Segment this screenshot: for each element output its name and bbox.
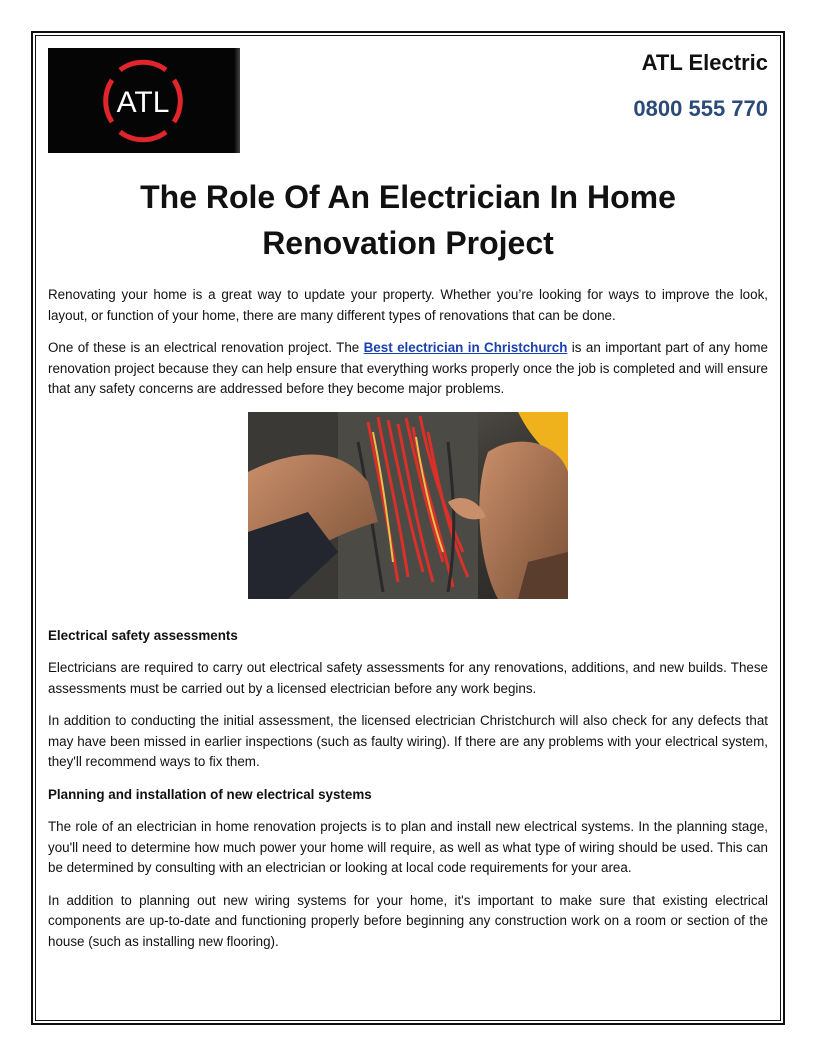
article-body	[48, 285, 768, 964]
intro-paragraph-2	[48, 338, 768, 400]
title-line-2: Renovation Project	[262, 225, 554, 261]
logo-edge-shade	[234, 48, 240, 153]
intro-paragraph-1: Renovating your home is a great way to update your property. Whether you’re looking for ways to improve the look, layout, or function of your home, there are many different types of renovations that can be done.	[48, 287, 768, 323]
page-title	[48, 174, 768, 266]
section-heading-planning: Planning and installation of new electrical systems	[48, 786, 372, 802]
logo-text: ATL	[116, 86, 170, 119]
electrician-wiring-photo	[248, 412, 568, 599]
logo-ring-icon	[100, 58, 186, 144]
safety-paragraph-2: In addition to conducting the initial assessment, the licensed electrician Christchurch will also check for any defects that may have been missed in earlier inspections (such as faulty wiring). If there are any problems with your electrical system, they'll recommend ways to fix them.	[48, 713, 768, 769]
phone-number: 0800 555 770	[633, 96, 768, 121]
intro-text-before-link: One of these is an electrical renovation project. The	[48, 340, 364, 355]
photo-container	[48, 412, 768, 600]
company-name: ATL Electric	[641, 50, 768, 75]
section-heading-safety: Electrical safety assessments	[48, 627, 238, 643]
planning-paragraph-2: In addition to planning out new wiring systems for your home, it's important to make sure that existing electrical components are up-to-date and functioning properly before beginning any construction work on a room or section of the house (such as installing new flooring).	[48, 892, 768, 949]
atl-logo	[48, 48, 240, 153]
planning-paragraph-1: The role of an electrician in home renovation projects is to plan and install new electrical systems. In the planning stage, you'll need to determine how much power your home will require, as well as what type of wiring should be used. This can be determined by consulting with an electrician or looking at local code requirements for your area.	[48, 819, 768, 875]
intro-text-after-link: is an important part of any home renovation project because they can help ensure that everything works properly once the job is completed and will ensure that any safety concerns are addressed before they become major problems.	[48, 340, 768, 396]
best-electrician-link[interactable]: Best electrician in Christchurch	[363, 340, 568, 355]
title-line-1: The Role Of An Electrician In Home	[140, 179, 676, 215]
safety-paragraph-1: Electricians are required to carry out electrical safety assessments for any renovations, additions, and new builds. These assessments must be carried out by a licensed electrician before any work begins.	[48, 660, 768, 696]
